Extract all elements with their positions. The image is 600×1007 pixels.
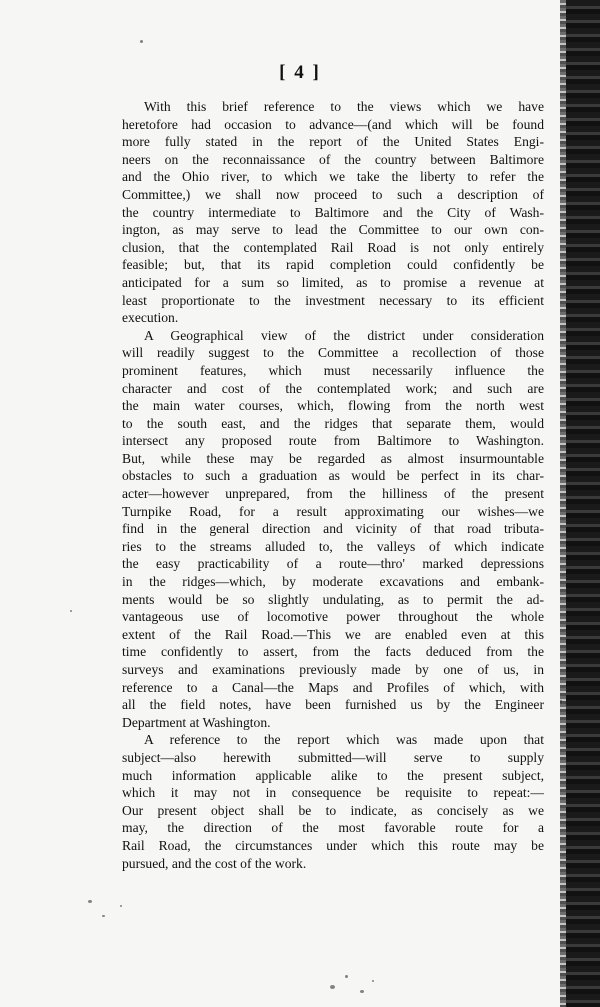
paragraph: [122, 327, 544, 732]
scan-speck: [120, 905, 122, 907]
text-line: Department at Washington.: [122, 714, 271, 730]
scan-speck: [102, 915, 105, 917]
text-line: Rail Road, the circumstances under which this route may be: [122, 837, 544, 853]
page-number: [ 4 ]: [279, 62, 321, 83]
body-text: [122, 98, 544, 872]
text-line: With this brief reference to the views which we have: [144, 99, 544, 114]
book-binding: [566, 0, 600, 1007]
text-line: find in the general direction and vicinity of that road tributa-: [122, 521, 544, 537]
text-line: vantageous use of locomotive power throughout the whole: [122, 609, 544, 625]
text-line: the country intermediate to Baltimore and the City of Wash-: [122, 204, 544, 220]
paragraph: [122, 98, 544, 327]
text-line: Our present object shall be to indicate, as concisely as we: [122, 802, 544, 818]
text-line: neers on the reconnaissance of the country between Baltimore: [122, 151, 544, 167]
text-line: extent of the Rail Road.—This we are enabled even at this: [122, 626, 544, 642]
scan-speck: [88, 900, 92, 903]
text-line: much information applicable alike to the present subject,: [122, 767, 544, 783]
text-line: least proportionate to the investment necessary to its efficient: [122, 292, 544, 308]
text-line: A reference to the report which was made upon that: [144, 732, 544, 748]
text-line: surveys and examinations previously made by one of us, in: [122, 662, 544, 677]
text-line: anticipated for a sum so limited, as to promise a revenue at: [122, 274, 544, 290]
text-line: prominent features, which must necessarily influence the: [122, 362, 544, 378]
scan-speck: [70, 610, 72, 612]
text-line: pursued, and the cost of the work.: [122, 855, 307, 871]
scan-speck: [372, 980, 374, 982]
text-line: will readily suggest to the Committee a recollection of those: [122, 345, 544, 361]
scan-speck: [140, 40, 143, 43]
scan-speck: [345, 975, 348, 978]
text-line: the main water courses, which, flowing from the north west: [122, 398, 544, 414]
scan-speck: [560, 700, 562, 703]
text-line: clusion, that the contemplated Rail Road is not only entirely: [122, 239, 544, 255]
text-line: obstacles to such a graduation as would be perfect in its char-: [122, 468, 544, 484]
text-line: ries to the streams alluded to, the valleys of which indicate: [122, 538, 544, 554]
paragraph: [122, 731, 544, 872]
text-line: may, the direction of the most favorable route for a: [122, 820, 544, 836]
text-line: ments would be so slightly undulating, as to permit the ad-: [122, 591, 544, 607]
text-line: time confidently to assert, from the facts deduced from the: [122, 644, 544, 660]
text-line: Committee,) we shall now proceed to such a description of: [122, 186, 544, 202]
text-line: and the Ohio river, to which we take the liberty to refer the: [122, 169, 544, 185]
text-line: heretofore had occasion to advance—(and which will be found: [122, 116, 544, 132]
text-line: the easy practicability of a route—thro' marked depressions: [122, 556, 544, 572]
text-line: A Geographical view of the district under consideration: [144, 327, 544, 343]
text-line: ington, as may serve to lead the Committee to our own con-: [122, 222, 544, 238]
text-line: which it may not in consequence be requisite to repeat:—: [122, 785, 544, 801]
scan-speck: [330, 985, 335, 989]
text-line: reference to a Canal—the Maps and Profiles of which, with: [122, 679, 544, 695]
text-line: But, while these may be regarded as almost insurmountable: [122, 450, 544, 466]
text-line: subject—also herewith submitted—will serve to supply: [122, 749, 544, 765]
text-line: Turnpike Road, for a result approximating our wishes—we: [122, 503, 544, 519]
text-line: to the south east, and the ridges that separate them, would: [122, 415, 544, 431]
text-line: intersect any proposed route from Baltimore to Washington.: [122, 433, 544, 449]
text-line: all the field notes, have been furnished us by the Engineer: [122, 697, 544, 713]
text-line: acter—however unprepared, from the hilliness of the present: [122, 486, 544, 502]
text-line: execution.: [122, 310, 179, 326]
text-line: in the ridges—which, by moderate excavations and embank-: [122, 574, 544, 590]
text-line: feasible; but, that its rapid completion could confidently be: [122, 257, 544, 273]
text-line: character and cost of the contemplated work; and such are: [122, 380, 544, 396]
text-line: more fully stated in the report of the United States Engi-: [122, 134, 544, 150]
scan-speck: [360, 990, 364, 993]
